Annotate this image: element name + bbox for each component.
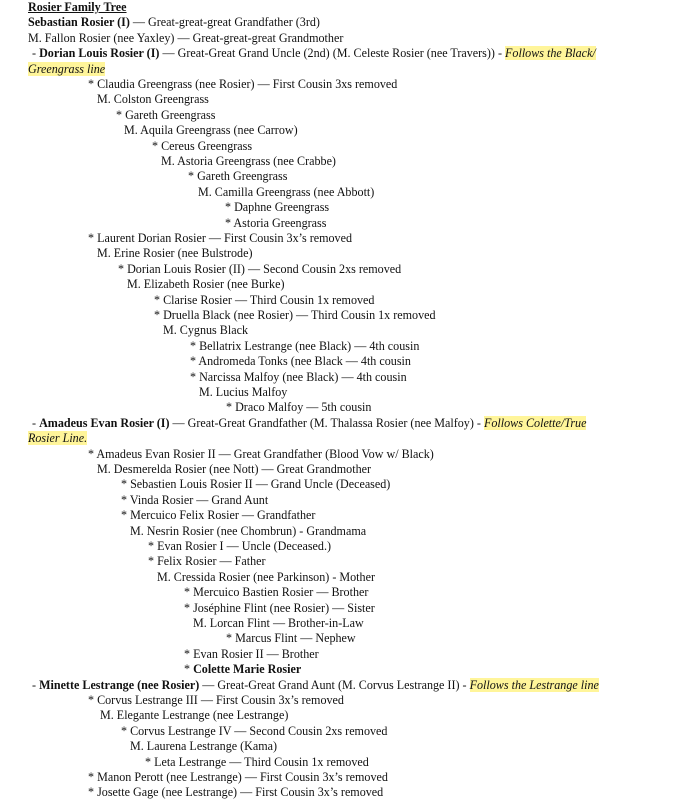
line-text: * Astoria Greengrass bbox=[225, 215, 327, 230]
tree-line bbox=[190, 339, 419, 354]
line-text: * Laurent Dorian Rosier — First Cousin 3x’s removed bbox=[88, 231, 353, 245]
line-text: - bbox=[32, 415, 40, 430]
document-title: Rosier Family Tree bbox=[28, 0, 127, 14]
line-text: * Mercuico Bastien Rosier — Brother bbox=[184, 585, 369, 600]
line-text: * Corvus Lestrange IV — Second Cousin 2xs removed bbox=[121, 723, 388, 738]
line-text: * Joséphine Flint (nee Rosier) — Sister bbox=[184, 600, 375, 615]
highlighted-note: Rosier Line. bbox=[28, 431, 88, 446]
tree-line bbox=[118, 262, 401, 277]
line-text: M. Cressida Rosier (nee Parkinson) - Mother bbox=[157, 569, 375, 584]
tree-line bbox=[184, 647, 319, 662]
line-text: M. Colston Greengrass bbox=[97, 92, 209, 107]
tree-line bbox=[121, 724, 387, 739]
line-text: * bbox=[184, 662, 194, 677]
tree-line bbox=[28, 62, 105, 77]
line-text: — Great-Great Grand Aunt (M. Corvus Lestrange II) - bbox=[199, 677, 470, 692]
person-name-bold: Minette Lestrange (nee Rosier) bbox=[39, 677, 200, 692]
tree-line bbox=[157, 570, 375, 585]
tree-line bbox=[226, 631, 356, 646]
line-text: M. Elizabeth Rosier (nee Burke) bbox=[127, 277, 285, 292]
line-text: — Great-Great Grandfather (M. Thalassa Rosier (nee Malfoy) - bbox=[169, 415, 484, 430]
tree-line bbox=[193, 616, 364, 631]
highlighted-note: Greengrass line bbox=[28, 61, 106, 76]
line-text: — Great-great-great Grandfather (3rd) bbox=[129, 15, 320, 30]
line-text: * Sebastien Louis Rosier II — Grand Uncle (Deceased) bbox=[121, 477, 391, 492]
tree-line bbox=[184, 601, 375, 616]
tree-line bbox=[88, 447, 434, 462]
tree-line bbox=[100, 708, 288, 723]
line-text: * Bellatrix Lestrange (nee Black) — 4th cousin bbox=[190, 338, 420, 353]
person-name-bold: Amadeus Evan Rosier (I) bbox=[39, 415, 170, 430]
highlighted-note: Follows Colette/True bbox=[483, 415, 587, 430]
line-text: * Clarise Rosier — Third Cousin 1x removed bbox=[154, 292, 375, 307]
tree-line bbox=[130, 524, 366, 539]
tree-line bbox=[97, 462, 371, 477]
line-text: * Felix Rosier — Father bbox=[148, 554, 266, 569]
person-name-bold: Colette Marie Rosier bbox=[193, 662, 302, 677]
tree-line bbox=[190, 370, 407, 385]
tree-line bbox=[28, 15, 320, 30]
line-text: * Dorian Louis Rosier (II) — Second Cousin 2xs removed bbox=[118, 261, 402, 276]
tree-line bbox=[97, 246, 253, 261]
tree-line bbox=[121, 477, 390, 492]
line-text: * Mercuico Felix Rosier — Grandfather bbox=[121, 508, 316, 523]
line-text: * Leta Lestrange — Third Cousin 1x removed bbox=[145, 754, 369, 769]
line-text: M. Desmerelda Rosier (nee Nott) — Great Grandmother bbox=[97, 462, 372, 476]
line-text: * Evan Rosier I — Uncle (Deceased.) bbox=[148, 539, 332, 553]
tree-line bbox=[88, 785, 383, 800]
line-text: M. Elegante Lestrange (nee Lestrange) bbox=[100, 708, 289, 723]
line-text: M. Laurena Lestrange (Kama) bbox=[130, 739, 278, 754]
line-text: M. Erine Rosier (nee Bulstrode) bbox=[97, 246, 253, 261]
line-text: * Josette Gage (nee Lestrange) — First Cousin 3x’s removed bbox=[88, 785, 384, 800]
line-text: * Corvus Lestrange III — First Cousin 3x’s removed bbox=[88, 693, 344, 707]
line-text: M. Lorcan Flint — Brother-in-Law bbox=[193, 616, 364, 630]
tree-line bbox=[184, 662, 301, 677]
highlighted-note: Follows the Black/ bbox=[505, 46, 596, 61]
line-text: - bbox=[32, 46, 40, 61]
line-text: M. Cygnus Black bbox=[163, 323, 248, 338]
line-text: * Daphne Greengrass bbox=[225, 200, 330, 215]
tree-line bbox=[32, 416, 586, 431]
tree-line bbox=[184, 585, 368, 600]
line-text: M. Nesrin Rosier (nee Chombrun) - Grandmama bbox=[130, 523, 367, 538]
tree-line bbox=[163, 323, 248, 338]
line-text: M. Aquila Greengrass (nee Carrow) bbox=[124, 123, 298, 138]
person-name-bold: Dorian Louis Rosier (I) bbox=[39, 46, 160, 61]
line-text: * Gareth Greengrass bbox=[116, 107, 216, 122]
line-text: * Amadeus Evan Rosier II — Great Grandfather (Blood Vow w/ Black) bbox=[88, 446, 434, 461]
tree-line bbox=[88, 231, 352, 246]
tree-line bbox=[154, 293, 374, 308]
tree-line bbox=[97, 92, 209, 107]
tree-line bbox=[127, 277, 285, 292]
tree-line bbox=[88, 77, 397, 92]
tree-line bbox=[226, 400, 371, 415]
line-text: M. Camilla Greengrass (nee Abbott) bbox=[198, 184, 375, 199]
tree-line bbox=[28, 31, 343, 46]
tree-line bbox=[152, 139, 252, 154]
tree-line bbox=[88, 770, 388, 785]
tree-line bbox=[88, 693, 344, 708]
line-text: * Claudia Greengrass (nee Rosier) — First Cousin 3xs removed bbox=[88, 77, 398, 91]
tree-line bbox=[28, 431, 87, 446]
line-text: * Manon Perott (nee Lestrange) — First Cousin 3x’s removed bbox=[88, 770, 388, 784]
line-text: * Narcissa Malfoy (nee Black) — 4th cousin bbox=[190, 369, 407, 384]
tree-line bbox=[145, 755, 369, 770]
tree-line bbox=[32, 678, 599, 693]
tree-line bbox=[148, 539, 331, 554]
tree-line bbox=[130, 739, 277, 754]
line-text: — Great-Great Grand Uncle (2nd) (M. Celeste Rosier (nee Travers)) - bbox=[159, 46, 506, 61]
tree-line bbox=[225, 216, 326, 231]
tree-line bbox=[199, 385, 287, 400]
line-text: * Evan Rosier II — Brother bbox=[184, 646, 319, 661]
line-text: * Cereus Greengrass bbox=[152, 138, 253, 153]
tree-line bbox=[121, 493, 268, 508]
tree-line bbox=[198, 185, 374, 200]
line-text: * Andromeda Tonks (nee Black — 4th cousin bbox=[190, 354, 411, 369]
tree-line bbox=[154, 308, 436, 323]
line-text: * Marcus Flint — Nephew bbox=[226, 631, 356, 646]
line-text: * Vinda Rosier — Grand Aunt bbox=[121, 492, 269, 507]
highlighted-note: Follows the Lestrange line bbox=[469, 677, 599, 692]
tree-line bbox=[121, 508, 315, 523]
tree-line bbox=[188, 169, 287, 184]
tree-line bbox=[161, 154, 336, 169]
tree-line bbox=[124, 123, 298, 138]
line-text: * Druella Black (nee Rosier) — Third Cousin 1x removed bbox=[154, 308, 436, 322]
line-text: M. Lucius Malfoy bbox=[199, 385, 288, 399]
line-text: M. Astoria Greengrass (nee Crabbe) bbox=[161, 154, 336, 168]
tree-line bbox=[32, 46, 596, 61]
person-name-bold: Sebastian Rosier (I) bbox=[28, 15, 130, 30]
line-text: * Gareth Greengrass bbox=[188, 169, 288, 184]
tree-line bbox=[225, 200, 329, 215]
line-text: M. Fallon Rosier (nee Yaxley) — Great-great-great Grandmother bbox=[28, 30, 344, 45]
line-text: * Draco Malfoy — 5th cousin bbox=[226, 400, 372, 415]
line-text: - bbox=[32, 677, 40, 692]
tree-line bbox=[190, 354, 411, 369]
tree-line bbox=[148, 554, 266, 569]
tree-line bbox=[116, 108, 215, 123]
